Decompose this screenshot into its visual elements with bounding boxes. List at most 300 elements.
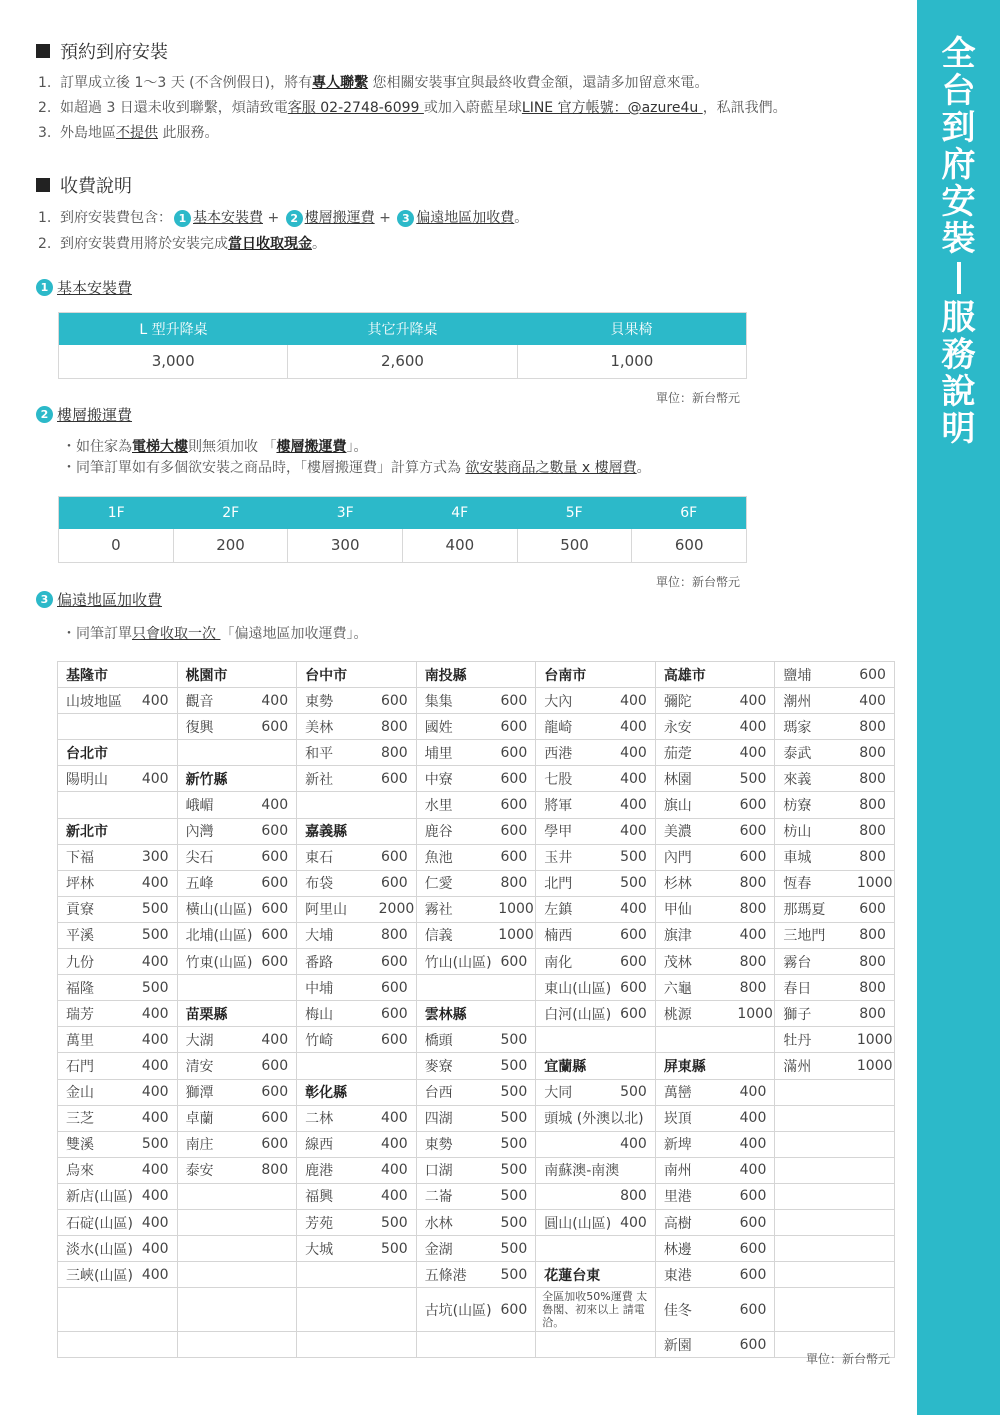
area-name <box>536 1027 610 1053</box>
area-name: 大城 <box>297 1236 371 1262</box>
area-fee <box>132 1332 178 1358</box>
area-name: 旗津 <box>655 922 729 948</box>
area-fee: 400 <box>610 896 656 922</box>
area-fee: 400 <box>729 688 775 714</box>
header-cell: 其它升降桌 <box>367 322 438 338</box>
region-header: 宜蘭縣 <box>536 1053 656 1079</box>
area-name: 大埔 <box>297 922 371 948</box>
area-fee: 500 <box>132 922 178 948</box>
unit-label: 單位：新台幣元 <box>656 391 741 405</box>
item-number: 2. <box>38 100 52 116</box>
region-header: 嘉義縣 <box>297 818 417 844</box>
area-fee: 400 <box>610 1131 656 1157</box>
basic-fee-header-row <box>59 313 746 345</box>
square-bullet-icon <box>36 44 50 58</box>
area-fee: 800 <box>371 740 417 766</box>
item-text: 或加入蔚藍星球 <box>423 100 522 116</box>
area-name: 泰安 <box>177 1157 251 1183</box>
area-fee: 400 <box>729 714 775 740</box>
area-name: 福興 <box>297 1183 371 1209</box>
fees-item-1 <box>38 207 528 227</box>
area-fee: 600 <box>729 1332 775 1358</box>
area-name: 布袋 <box>297 870 371 896</box>
area-name: 魚池 <box>416 844 490 870</box>
area-fee: 400 <box>371 1105 417 1131</box>
number-3-icon: 3 <box>36 591 53 608</box>
area-name <box>536 1332 610 1358</box>
region-header: 新竹縣 <box>177 766 297 792</box>
table-row <box>58 896 895 922</box>
value-cell: 3,000 <box>151 352 195 370</box>
area-fee: 500 <box>490 1105 536 1131</box>
table-row <box>58 1053 895 1079</box>
item-text: 。 <box>636 460 651 476</box>
area-name <box>177 1209 251 1235</box>
area-name: 崁頂 <box>655 1105 729 1131</box>
area-name <box>775 1131 849 1157</box>
area-name <box>177 1332 251 1358</box>
area-name <box>297 1053 371 1079</box>
table-row <box>58 975 895 1001</box>
area-name: 古坑(山區) <box>416 1288 490 1332</box>
area-name: 霧社 <box>416 896 490 922</box>
area-fee: 600 <box>251 844 297 870</box>
area-fee <box>849 1288 895 1332</box>
area-name <box>177 975 251 1001</box>
area-name: 信義 <box>416 922 490 948</box>
area-name: 口湖 <box>416 1157 490 1183</box>
area-name: 水里 <box>416 792 490 818</box>
number-1-icon: 1 <box>36 279 53 296</box>
area-fee <box>251 1236 297 1262</box>
basic-fee-table <box>58 312 747 379</box>
area-name: 南庄 <box>177 1131 251 1157</box>
area-name: 五條港 <box>416 1262 490 1288</box>
area-fee: 400 <box>849 688 895 714</box>
basic-fee-heading <box>36 277 132 298</box>
area-fee: 800 <box>849 949 895 975</box>
area-fee <box>849 1209 895 1235</box>
area-name: 山坡地區 <box>58 688 132 714</box>
area-fee: 1000 <box>490 922 536 948</box>
area-fee: 400 <box>729 1131 775 1157</box>
area-fee <box>132 714 178 740</box>
fees-heading <box>36 172 132 198</box>
elevator-highlight: 電梯大樓 <box>132 439 188 455</box>
value-cell: 300 <box>287 529 402 562</box>
area-fee <box>251 1183 297 1209</box>
floor-fee-link: 樓層搬運費 <box>304 210 375 226</box>
area-fee: 400 <box>132 1236 178 1262</box>
area-fee: 500 <box>371 1209 417 1235</box>
area-fee: 600 <box>490 792 536 818</box>
area-fee: 400 <box>251 1027 297 1053</box>
banner-char: 服 <box>941 298 976 338</box>
table-row <box>58 1157 895 1183</box>
area-name: 大湖 <box>177 1027 251 1053</box>
area-name: 獅子 <box>775 1001 849 1027</box>
area-fee: 400 <box>729 1079 775 1105</box>
area-fee: 800 <box>371 922 417 948</box>
table-row <box>58 714 895 740</box>
area-fee: 400 <box>371 1157 417 1183</box>
plus-sign: + <box>263 210 284 226</box>
area-name <box>177 1262 251 1288</box>
floor-fee-heading <box>36 404 132 425</box>
area-name <box>775 1157 849 1183</box>
area-fee <box>251 740 297 766</box>
area-fee: 600 <box>251 949 297 975</box>
area-name: 阿里山 <box>297 896 371 922</box>
remote-area-table <box>57 661 895 1358</box>
area-fee: 500 <box>610 1079 656 1105</box>
area-fee: 400 <box>132 870 178 896</box>
area-fee: 400 <box>610 766 656 792</box>
item-text: 同筆訂單 <box>76 626 132 642</box>
area-name <box>536 1131 610 1157</box>
area-name: 新園 <box>655 1332 729 1358</box>
area-fee: 500 <box>490 1157 536 1183</box>
area-name: 來義 <box>775 766 849 792</box>
area-name: 番路 <box>297 949 371 975</box>
table-row <box>58 1288 895 1332</box>
table-row <box>58 792 895 818</box>
item-text: 如住家為 <box>76 439 132 455</box>
area-name: 三峽(山區) <box>58 1262 132 1288</box>
area-name: 北門 <box>536 870 610 896</box>
area-fee: 500 <box>490 1183 536 1209</box>
area-name: 桃源 <box>655 1001 729 1027</box>
table-row <box>58 1131 895 1157</box>
table-row <box>58 1105 895 1131</box>
area-name: 楠西 <box>536 922 610 948</box>
area-name: 東勢 <box>297 688 371 714</box>
area-name: 枋寮 <box>775 792 849 818</box>
area-fee <box>490 1332 536 1358</box>
area-fee: 800 <box>849 922 895 948</box>
header-cell: 3F <box>336 505 354 521</box>
area-fee: 500 <box>490 1209 536 1235</box>
area-fee <box>849 1079 895 1105</box>
area-name <box>775 1079 849 1105</box>
area-fee: 400 <box>729 1157 775 1183</box>
area-name: 麥寮 <box>416 1053 490 1079</box>
area-name: 三芝 <box>58 1105 132 1131</box>
table-row <box>58 1183 895 1209</box>
area-fee: 600 <box>251 1131 297 1157</box>
area-name <box>58 792 132 818</box>
area-name: 竹山(山區) <box>416 949 490 975</box>
floor-fee-title: 樓層搬運費 <box>57 406 133 424</box>
floor-fee-table <box>58 496 747 563</box>
area-name <box>655 1027 729 1053</box>
area-name: 里港 <box>655 1183 729 1209</box>
area-fee: 600 <box>371 688 417 714</box>
area-name: 玉井 <box>536 844 610 870</box>
area-fee <box>132 792 178 818</box>
banner-char: 裝 <box>941 219 976 259</box>
area-fee: 1000 <box>490 896 536 922</box>
area-name: 佳冬 <box>655 1288 729 1332</box>
area-name: 福隆 <box>58 975 132 1001</box>
area-name: 水林 <box>416 1209 490 1235</box>
area-fee <box>371 792 417 818</box>
area-fee: 600 <box>490 844 536 870</box>
banner-char: 到 <box>941 108 976 148</box>
banner-char: 台 <box>941 71 976 111</box>
area-fee: 500 <box>132 1131 178 1157</box>
area-fee: 500 <box>610 844 656 870</box>
area-fee: 600 <box>251 1079 297 1105</box>
remote-fee-heading <box>36 589 162 610</box>
appointment-title: 預約到府安裝 <box>60 42 168 63</box>
header-cell: 4F <box>451 505 469 521</box>
area-fee: 600 <box>729 1209 775 1235</box>
area-name: 將軍 <box>536 792 610 818</box>
area-name: 美濃 <box>655 818 729 844</box>
area-name: 四湖 <box>416 1105 490 1131</box>
area-name <box>775 1209 849 1235</box>
area-name: 東石 <box>297 844 371 870</box>
area-fee: 600 <box>610 1001 656 1027</box>
basic-fee-title: 基本安裝費 <box>57 279 133 297</box>
area-name <box>775 1183 849 1209</box>
area-fee: 600 <box>729 1236 775 1262</box>
area-name: 內門 <box>655 844 729 870</box>
area-name: 卓蘭 <box>177 1105 251 1131</box>
area-fee: 600 <box>490 949 536 975</box>
area-name: 五峰 <box>177 870 251 896</box>
item-number: 2. <box>38 236 52 252</box>
area-fee <box>849 1131 895 1157</box>
item-number: 1. <box>38 210 52 226</box>
area-fee: 800 <box>490 870 536 896</box>
floor-bullet-2 <box>62 457 651 477</box>
area-fee: 500 <box>610 870 656 896</box>
table-row <box>58 1079 895 1105</box>
area-fee: 400 <box>132 949 178 975</box>
area-name: 白河(山區) <box>536 1001 610 1027</box>
area-name: 埔里 <box>416 740 490 766</box>
area-name: 萬巒 <box>655 1079 729 1105</box>
table-row <box>58 818 895 844</box>
area-fee: 400 <box>132 1027 178 1053</box>
item-text: 到府安裝費包含： <box>60 210 172 226</box>
area-name: 南蘇澳-南澳 <box>536 1157 656 1183</box>
area-fee: 400 <box>729 740 775 766</box>
area-name <box>177 740 251 766</box>
value-cell: 0 <box>111 536 121 554</box>
area-name <box>58 1332 132 1358</box>
area-fee <box>251 1209 297 1235</box>
floor-fee-highlight: 樓層搬運費 <box>276 439 347 455</box>
area-name: 獅潭 <box>177 1079 251 1105</box>
table-row <box>58 766 895 792</box>
appointment-item-3 <box>38 122 218 142</box>
area-name: 二林 <box>297 1105 371 1131</box>
area-fee: 400 <box>371 1183 417 1209</box>
table-row <box>58 662 895 688</box>
item-text: 則無須加收 「 <box>188 439 277 455</box>
table-row <box>58 949 895 975</box>
region-header: 雲林縣 <box>416 1001 536 1027</box>
area-fee: 400 <box>132 1105 178 1131</box>
area-fee: 800 <box>849 740 895 766</box>
area-fee: 600 <box>371 949 417 975</box>
area-name: 橫山(山區) <box>177 896 251 922</box>
area-name: 台西 <box>416 1079 490 1105</box>
value-cell: 2,600 <box>287 345 516 378</box>
unit-label: 單位：新台幣元 <box>656 575 741 589</box>
banner-char: 安 <box>941 182 976 222</box>
banner-char: 說 <box>941 372 976 412</box>
area-fee: 600 <box>849 896 895 922</box>
area-fee: 600 <box>849 662 895 688</box>
area-fee: 800 <box>849 818 895 844</box>
table-row <box>58 1262 895 1288</box>
item-text: 如超過 3 日還未收到聯繫，煩請致電 <box>60 100 288 116</box>
area-name <box>177 1183 251 1209</box>
area-name: 潮州 <box>775 688 849 714</box>
area-name: 瑞芳 <box>58 1001 132 1027</box>
area-fee: 800 <box>849 714 895 740</box>
region-header: 台南市 <box>536 662 656 688</box>
item-text: ，私訊我們。 <box>702 100 787 116</box>
area-fee: 500 <box>729 766 775 792</box>
area-fee <box>251 1288 297 1332</box>
table-row <box>58 1332 895 1358</box>
area-fee: 400 <box>729 922 775 948</box>
floor-bullet-1 <box>62 436 367 456</box>
area-fee: 2000 <box>371 896 417 922</box>
area-name: 東山(山區) <box>536 975 610 1001</box>
area-fee: 600 <box>251 870 297 896</box>
area-fee: 800 <box>729 870 775 896</box>
area-name: 陽明山 <box>58 766 132 792</box>
area-fee: 600 <box>371 766 417 792</box>
area-name: 左鎮 <box>536 896 610 922</box>
area-fee <box>849 1262 895 1288</box>
area-name: 大內 <box>536 688 610 714</box>
square-bullet-icon <box>36 178 50 192</box>
area-fee: 400 <box>132 1053 178 1079</box>
plus-sign: + <box>374 210 396 226</box>
area-name <box>536 1236 610 1262</box>
number-1-icon: 1 <box>174 210 191 227</box>
header-cell: 5F <box>565 505 583 521</box>
banner-char: 全 <box>941 34 976 74</box>
area-name: 芳苑 <box>297 1209 371 1235</box>
area-name: 仁愛 <box>416 870 490 896</box>
area-fee: 600 <box>729 1288 775 1332</box>
area-name: 北埔(山區) <box>177 922 251 948</box>
area-fee: 600 <box>490 688 536 714</box>
area-fee <box>849 1105 895 1131</box>
appointment-item-1 <box>38 72 709 92</box>
area-fee: 400 <box>371 1131 417 1157</box>
item-text: 。 <box>514 210 529 226</box>
charge-once-highlight: 只會收取一次 <box>132 626 221 642</box>
area-fee <box>610 1027 656 1053</box>
area-fee: 800 <box>849 1001 895 1027</box>
area-fee: 600 <box>371 870 417 896</box>
remote-fee-link: 偏遠地區加收費 <box>416 210 515 226</box>
area-fee: 600 <box>610 949 656 975</box>
item-text: 到府安裝費用將於安裝完成 <box>60 236 228 252</box>
area-name <box>297 1288 371 1332</box>
area-fee <box>132 1288 178 1332</box>
area-name <box>177 1288 251 1332</box>
area-fee: 600 <box>729 1262 775 1288</box>
banner-char: 府 <box>941 145 976 185</box>
area-name <box>775 1105 849 1131</box>
area-name: 新社 <box>297 766 371 792</box>
area-fee: 400 <box>610 1209 656 1235</box>
area-fee: 400 <box>132 688 178 714</box>
region-header: 高雄市 <box>655 662 775 688</box>
area-fee: 1000 <box>729 1001 775 1027</box>
area-fee: 800 <box>371 714 417 740</box>
area-name <box>297 792 371 818</box>
area-name: 集集 <box>416 688 490 714</box>
area-name <box>297 1262 371 1288</box>
area-fee: 600 <box>371 1027 417 1053</box>
area-fee: 600 <box>729 844 775 870</box>
area-name: 貢寮 <box>58 896 132 922</box>
area-name: 線西 <box>297 1131 371 1157</box>
area-name: 二崙 <box>416 1183 490 1209</box>
line-account-link[interactable]: LINE 官方帳號：@azure4u <box>521 100 703 116</box>
area-name: 牡丹 <box>775 1027 849 1053</box>
area-name: 圓山(山區) <box>536 1209 610 1235</box>
area-fee <box>610 1332 656 1358</box>
area-name: 平溪 <box>58 922 132 948</box>
area-name: 新埤 <box>655 1131 729 1157</box>
area-name <box>536 1183 610 1209</box>
table-row <box>58 870 895 896</box>
area-name: 尖石 <box>177 844 251 870</box>
quantity-formula: 欲安裝商品之數量 x 樓層費 <box>465 460 637 476</box>
area-name: 中埔 <box>297 975 371 1001</box>
item-text: 外島地區 <box>60 125 116 141</box>
area-fee: 500 <box>132 975 178 1001</box>
appointment-item-2 <box>38 97 787 117</box>
area-fee: 1000 <box>849 1053 895 1079</box>
area-fee: 600 <box>251 818 297 844</box>
area-name: 清安 <box>177 1053 251 1079</box>
area-name: 萬里 <box>58 1027 132 1053</box>
area-fee: 600 <box>371 1001 417 1027</box>
table-row <box>58 1209 895 1235</box>
unit-label: 單位：新台幣元 <box>806 1352 891 1366</box>
region-header: 新北市 <box>58 818 178 844</box>
area-fee <box>251 1262 297 1288</box>
region-header: 彰化縣 <box>297 1079 417 1105</box>
area-name: 鹿港 <box>297 1157 371 1183</box>
hualien-taitung-note: 全區加收50%運費 太魯閣、初來以上 請電洽。 <box>536 1288 656 1332</box>
area-fee: 400 <box>132 1157 178 1183</box>
customer-service-phone-link[interactable]: 客服 02-2748-6099 <box>287 100 424 116</box>
area-name: 金湖 <box>416 1236 490 1262</box>
area-name: 石門 <box>58 1053 132 1079</box>
area-name: 鹽埔 <box>775 662 849 688</box>
area-name: 七股 <box>536 766 610 792</box>
area-name: 恆春 <box>775 870 849 896</box>
value-cell: 600 <box>631 529 746 562</box>
area-fee: 600 <box>251 896 297 922</box>
area-fee: 500 <box>490 1079 536 1105</box>
area-fee <box>371 1262 417 1288</box>
